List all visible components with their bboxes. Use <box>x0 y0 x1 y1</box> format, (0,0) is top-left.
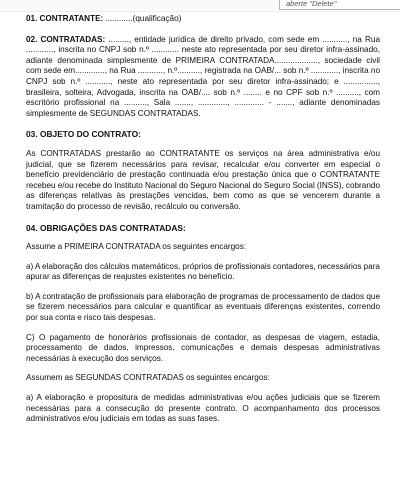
clause-contratadas-text: ........., entidade jurídica de direito privado, com sede em ..........., na Rua ............, inscrita no CNPJ sob n.º ............ neste ato representada por seu diretor infra-assinado, adiante denominada simplesmente de PRIMEIRA CONTRATADA..................., sociedade civil com sede em............., na Rua ..........., n.º.........., registrada na OAB/... sob n.º ............, inscrita no CNPJ sob n.º ..........., neste ato representada por seu diretor infra-assinado; e ..............., brasileira, solteira, Advogada, inscrita na OAB/.... sob n.º ........ e no CPF sob n.º .........., com escritório profissional na .........., Sala ......., ............., ............. - ......., adiante denominadas simplesmente de SEGUNDAS CONTRATADAS. <box>26 34 380 118</box>
clause-contratadas <box>26 35 380 120</box>
intro-primeira-contratada: Assume a PRIMEIRA CONTRATADA os seguintes encargos: <box>26 242 247 252</box>
segundas-item-a: a) A elaboração e propositura de medidas administrativas e/ou ações judiciais que se fizerem necessárias para a consecução do presente contrato. O acompanhamento dos processos administrativos e/ou judiciais em todas as suas fases. <box>26 393 380 424</box>
clause-contratante-label: 01. CONTRATANTE: <box>26 14 104 23</box>
clause-contratante-text: ............(qualificação) <box>103 14 182 23</box>
heading-obrigacoes: 04. OBRIGAÇÕES DAS CONTRATADAS: <box>26 222 186 233</box>
heading-objeto: 03. OBJETO DO CONTRATO: <box>26 129 141 140</box>
clause-contratante <box>26 14 380 25</box>
corner-note: aberte "Delete" <box>279 0 400 10</box>
clause-objeto-text: As CONTRATADAS prestarão ao CONTRATANTE os serviços na área administrativa e/ou judicial, que se fizerem necessários para revisar, recalcular e/ou converter em especial o benefício previdenciário de prestação continuada e/ou prestação única que o CONTRATANTE recebeu e/ou recebe do Instituto Nacional do Seguro Nacional do Seguro Social (INSS), cobrando as diferenças relativas às prestações vencidas, bem como as que se vencerem durante a tramitação do processo de revisão, recálculo ou conversão. <box>26 148 380 211</box>
contract-body <box>26 14 380 425</box>
clause-contratadas-label: 02. CONTRATADAS: <box>26 34 106 44</box>
intro-segundas-contratadas: Assumem as SEGUNDAS CONTRATADAS os seguintes encargos: <box>26 373 270 383</box>
primeira-item-b: b) A contratação de profissionais para elaboração de programas de processamento de dados que se fizerem necessários para calcular e quantificar as eventuais diferenças existentes, correndo por sua conta e risco tais despesas. <box>26 291 380 323</box>
primeira-item-c: C) O pagamento de honorários profissionais de contador, as despesas de viagem, estadia, processamento de dados, impressos, comunicações e demais despesas administrativas necessárias à execução dos serviços. <box>26 332 380 363</box>
primeira-item-a: a) A elaboração dos cálculos matemáticos, próprios de profissionais contadores, necessários para apurar as diferenças de reajustes existentes no benefício. <box>26 261 380 282</box>
